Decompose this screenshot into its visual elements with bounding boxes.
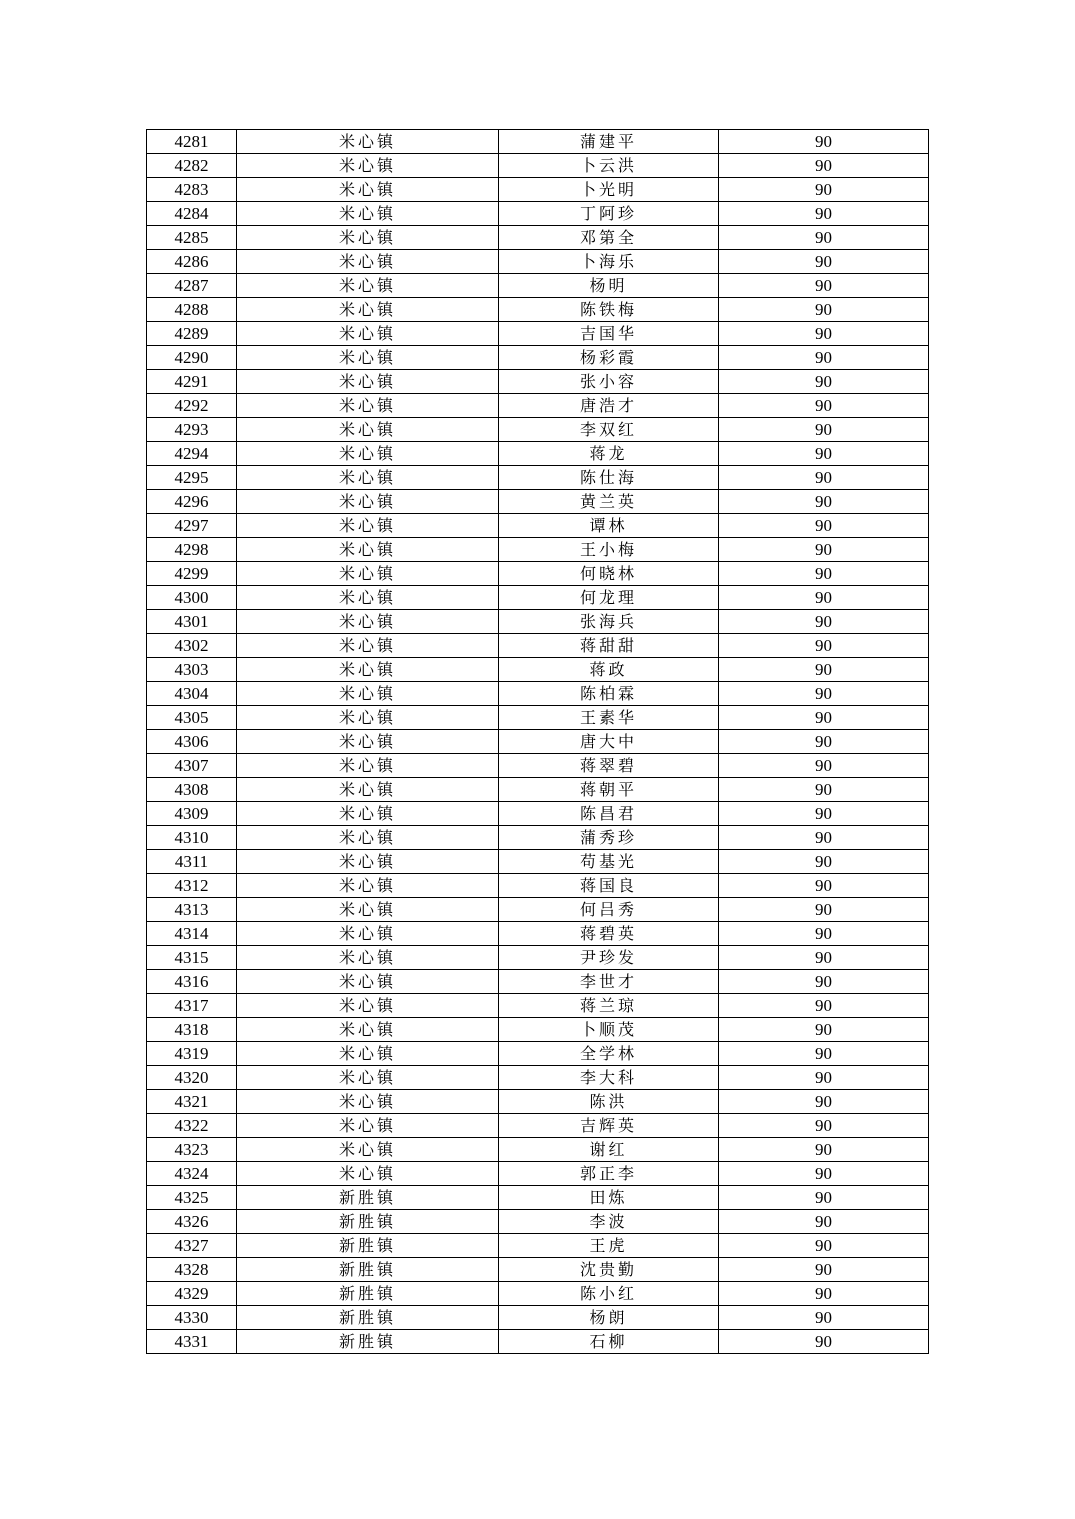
table-row xyxy=(147,490,929,514)
person-name-cell: 蒋碧英 xyxy=(499,922,719,946)
table-row xyxy=(147,1330,929,1354)
score-cell: 90 xyxy=(719,610,929,634)
person-name-cell: 卜云洪 xyxy=(499,154,719,178)
row-index-cell: 4312 xyxy=(147,874,237,898)
table-row xyxy=(147,706,929,730)
score-cell: 90 xyxy=(719,1018,929,1042)
row-index-cell: 4283 xyxy=(147,178,237,202)
row-index-cell: 4286 xyxy=(147,250,237,274)
row-index-cell: 4291 xyxy=(147,370,237,394)
table-row xyxy=(147,634,929,658)
table-row xyxy=(147,322,929,346)
table-row xyxy=(147,1258,929,1282)
row-index-cell: 4287 xyxy=(147,274,237,298)
row-index-cell: 4331 xyxy=(147,1330,237,1354)
row-index-cell: 4288 xyxy=(147,298,237,322)
score-cell: 90 xyxy=(719,538,929,562)
person-name-cell: 陈小红 xyxy=(499,1282,719,1306)
town-cell: 米心镇 xyxy=(237,370,499,394)
score-cell: 90 xyxy=(719,778,929,802)
row-index-cell: 4314 xyxy=(147,922,237,946)
person-name-cell: 李双红 xyxy=(499,418,719,442)
table-row xyxy=(147,514,929,538)
person-name-cell: 陈铁梅 xyxy=(499,298,719,322)
table-row xyxy=(147,754,929,778)
town-cell: 米心镇 xyxy=(237,898,499,922)
town-cell: 米心镇 xyxy=(237,634,499,658)
table-row xyxy=(147,1042,929,1066)
score-cell: 90 xyxy=(719,970,929,994)
town-cell: 米心镇 xyxy=(237,922,499,946)
person-name-cell: 杨朗 xyxy=(499,1306,719,1330)
person-name-cell: 蒋政 xyxy=(499,658,719,682)
town-cell: 米心镇 xyxy=(237,514,499,538)
town-cell: 新胜镇 xyxy=(237,1186,499,1210)
row-index-cell: 4323 xyxy=(147,1138,237,1162)
town-cell: 米心镇 xyxy=(237,154,499,178)
table-row xyxy=(147,970,929,994)
score-cell: 90 xyxy=(719,394,929,418)
person-name-cell: 黄兰英 xyxy=(499,490,719,514)
score-cell: 90 xyxy=(719,130,929,154)
table-row xyxy=(147,202,929,226)
table-row xyxy=(147,250,929,274)
person-name-cell: 张海兵 xyxy=(499,610,719,634)
score-cell: 90 xyxy=(719,1042,929,1066)
table-row xyxy=(147,898,929,922)
town-cell: 米心镇 xyxy=(237,970,499,994)
score-cell: 90 xyxy=(719,634,929,658)
score-cell: 90 xyxy=(719,1114,929,1138)
table-row xyxy=(147,1138,929,1162)
town-cell: 米心镇 xyxy=(237,730,499,754)
table-row xyxy=(147,1282,929,1306)
town-cell: 米心镇 xyxy=(237,538,499,562)
score-cell: 90 xyxy=(719,1186,929,1210)
score-cell: 90 xyxy=(719,322,929,346)
table-row xyxy=(147,802,929,826)
person-name-cell: 全学林 xyxy=(499,1042,719,1066)
person-name-cell: 何晓林 xyxy=(499,562,719,586)
score-cell: 90 xyxy=(719,1282,929,1306)
row-index-cell: 4303 xyxy=(147,658,237,682)
row-index-cell: 4318 xyxy=(147,1018,237,1042)
score-cell: 90 xyxy=(719,346,929,370)
person-name-cell: 沈贵勤 xyxy=(499,1258,719,1282)
town-cell: 米心镇 xyxy=(237,586,499,610)
table-row xyxy=(147,562,929,586)
row-index-cell: 4329 xyxy=(147,1282,237,1306)
person-name-cell: 蒋国良 xyxy=(499,874,719,898)
table-row xyxy=(147,1234,929,1258)
score-cell: 90 xyxy=(719,682,929,706)
town-cell: 米心镇 xyxy=(237,346,499,370)
data-table xyxy=(146,129,929,1354)
person-name-cell: 李大科 xyxy=(499,1066,719,1090)
town-cell: 米心镇 xyxy=(237,1018,499,1042)
score-cell: 90 xyxy=(719,874,929,898)
person-name-cell: 杨彩霞 xyxy=(499,346,719,370)
table-row xyxy=(147,994,929,1018)
table-row xyxy=(147,226,929,250)
score-cell: 90 xyxy=(719,250,929,274)
person-name-cell: 陈洪 xyxy=(499,1090,719,1114)
town-cell: 米心镇 xyxy=(237,226,499,250)
person-name-cell: 田炼 xyxy=(499,1186,719,1210)
score-cell: 90 xyxy=(719,586,929,610)
score-cell: 90 xyxy=(719,442,929,466)
town-cell: 米心镇 xyxy=(237,802,499,826)
score-cell: 90 xyxy=(719,466,929,490)
table-row xyxy=(147,586,929,610)
table-row xyxy=(147,1018,929,1042)
row-index-cell: 4297 xyxy=(147,514,237,538)
person-name-cell: 陈昌君 xyxy=(499,802,719,826)
table-row xyxy=(147,946,929,970)
table-row xyxy=(147,298,929,322)
town-cell: 米心镇 xyxy=(237,490,499,514)
score-cell: 90 xyxy=(719,994,929,1018)
score-cell: 90 xyxy=(719,946,929,970)
town-cell: 米心镇 xyxy=(237,778,499,802)
person-name-cell: 蒋甜甜 xyxy=(499,634,719,658)
score-cell: 90 xyxy=(719,418,929,442)
row-index-cell: 4290 xyxy=(147,346,237,370)
score-cell: 90 xyxy=(719,1306,929,1330)
person-name-cell: 苟基光 xyxy=(499,850,719,874)
person-name-cell: 卜顺茂 xyxy=(499,1018,719,1042)
person-name-cell: 蒋兰琼 xyxy=(499,994,719,1018)
score-cell: 90 xyxy=(719,1330,929,1354)
table-row xyxy=(147,346,929,370)
table-row xyxy=(147,178,929,202)
person-name-cell: 丁阿珍 xyxy=(499,202,719,226)
town-cell: 米心镇 xyxy=(237,658,499,682)
person-name-cell: 蒋朝平 xyxy=(499,778,719,802)
row-index-cell: 4301 xyxy=(147,610,237,634)
score-cell: 90 xyxy=(719,178,929,202)
town-cell: 新胜镇 xyxy=(237,1258,499,1282)
table-row xyxy=(147,874,929,898)
person-name-cell: 邓第全 xyxy=(499,226,719,250)
row-index-cell: 4321 xyxy=(147,1090,237,1114)
table-row xyxy=(147,130,929,154)
person-name-cell: 何龙理 xyxy=(499,586,719,610)
row-index-cell: 4300 xyxy=(147,586,237,610)
town-cell: 新胜镇 xyxy=(237,1210,499,1234)
town-cell: 新胜镇 xyxy=(237,1282,499,1306)
person-name-cell: 谭林 xyxy=(499,514,719,538)
row-index-cell: 4304 xyxy=(147,682,237,706)
person-name-cell: 吉辉英 xyxy=(499,1114,719,1138)
person-name-cell: 卜海乐 xyxy=(499,250,719,274)
table-row xyxy=(147,1114,929,1138)
person-name-cell: 蒲秀珍 xyxy=(499,826,719,850)
score-cell: 90 xyxy=(719,370,929,394)
person-name-cell: 唐大中 xyxy=(499,730,719,754)
row-index-cell: 4282 xyxy=(147,154,237,178)
score-cell: 90 xyxy=(719,922,929,946)
score-cell: 90 xyxy=(719,706,929,730)
person-name-cell: 郭正李 xyxy=(499,1162,719,1186)
row-index-cell: 4289 xyxy=(147,322,237,346)
table-row xyxy=(147,274,929,298)
score-cell: 90 xyxy=(719,226,929,250)
town-cell: 米心镇 xyxy=(237,250,499,274)
table-row xyxy=(147,610,929,634)
row-index-cell: 4305 xyxy=(147,706,237,730)
data-table-container xyxy=(146,129,928,1354)
row-index-cell: 4295 xyxy=(147,466,237,490)
score-cell: 90 xyxy=(719,1258,929,1282)
town-cell: 米心镇 xyxy=(237,682,499,706)
row-index-cell: 4324 xyxy=(147,1162,237,1186)
row-index-cell: 4322 xyxy=(147,1114,237,1138)
person-name-cell: 李波 xyxy=(499,1210,719,1234)
row-index-cell: 4313 xyxy=(147,898,237,922)
table-row xyxy=(147,154,929,178)
person-name-cell: 卜光明 xyxy=(499,178,719,202)
row-index-cell: 4299 xyxy=(147,562,237,586)
score-cell: 90 xyxy=(719,274,929,298)
town-cell: 米心镇 xyxy=(237,322,499,346)
score-cell: 90 xyxy=(719,850,929,874)
row-index-cell: 4293 xyxy=(147,418,237,442)
row-index-cell: 4306 xyxy=(147,730,237,754)
row-index-cell: 4307 xyxy=(147,754,237,778)
score-cell: 90 xyxy=(719,826,929,850)
table-row xyxy=(147,418,929,442)
row-index-cell: 4326 xyxy=(147,1210,237,1234)
person-name-cell: 何吕秀 xyxy=(499,898,719,922)
town-cell: 米心镇 xyxy=(237,298,499,322)
table-row xyxy=(147,922,929,946)
table-row xyxy=(147,1162,929,1186)
town-cell: 米心镇 xyxy=(237,706,499,730)
row-index-cell: 4294 xyxy=(147,442,237,466)
row-index-cell: 4320 xyxy=(147,1066,237,1090)
row-index-cell: 4285 xyxy=(147,226,237,250)
town-cell: 米心镇 xyxy=(237,610,499,634)
person-name-cell: 王虎 xyxy=(499,1234,719,1258)
row-index-cell: 4284 xyxy=(147,202,237,226)
row-index-cell: 4308 xyxy=(147,778,237,802)
table-row xyxy=(147,658,929,682)
table-row xyxy=(147,370,929,394)
town-cell: 米心镇 xyxy=(237,1090,499,1114)
row-index-cell: 4292 xyxy=(147,394,237,418)
table-row xyxy=(147,682,929,706)
table-row xyxy=(147,1210,929,1234)
row-index-cell: 4330 xyxy=(147,1306,237,1330)
town-cell: 米心镇 xyxy=(237,130,499,154)
person-name-cell: 蒲建平 xyxy=(499,130,719,154)
score-cell: 90 xyxy=(719,514,929,538)
town-cell: 米心镇 xyxy=(237,850,499,874)
score-cell: 90 xyxy=(719,1162,929,1186)
row-index-cell: 4302 xyxy=(147,634,237,658)
row-index-cell: 4317 xyxy=(147,994,237,1018)
town-cell: 新胜镇 xyxy=(237,1234,499,1258)
table-row xyxy=(147,730,929,754)
town-cell: 米心镇 xyxy=(237,562,499,586)
person-name-cell: 尹珍发 xyxy=(499,946,719,970)
person-name-cell: 李世才 xyxy=(499,970,719,994)
score-cell: 90 xyxy=(719,1234,929,1258)
table-row xyxy=(147,778,929,802)
row-index-cell: 4319 xyxy=(147,1042,237,1066)
table-row xyxy=(147,826,929,850)
row-index-cell: 4309 xyxy=(147,802,237,826)
person-name-cell: 陈仕海 xyxy=(499,466,719,490)
row-index-cell: 4316 xyxy=(147,970,237,994)
score-cell: 90 xyxy=(719,1090,929,1114)
town-cell: 米心镇 xyxy=(237,754,499,778)
row-index-cell: 4325 xyxy=(147,1186,237,1210)
person-name-cell: 蒋龙 xyxy=(499,442,719,466)
town-cell: 米心镇 xyxy=(237,466,499,490)
table-row xyxy=(147,394,929,418)
person-name-cell: 吉国华 xyxy=(499,322,719,346)
score-cell: 90 xyxy=(719,490,929,514)
table-row xyxy=(147,1306,929,1330)
person-name-cell: 石柳 xyxy=(499,1330,719,1354)
row-index-cell: 4311 xyxy=(147,850,237,874)
table-row xyxy=(147,1186,929,1210)
town-cell: 米心镇 xyxy=(237,1114,499,1138)
person-name-cell: 张小容 xyxy=(499,370,719,394)
table-row xyxy=(147,1090,929,1114)
score-cell: 90 xyxy=(719,658,929,682)
town-cell: 米心镇 xyxy=(237,1066,499,1090)
score-cell: 90 xyxy=(719,754,929,778)
town-cell: 米心镇 xyxy=(237,394,499,418)
table-row xyxy=(147,1066,929,1090)
town-cell: 米心镇 xyxy=(237,874,499,898)
score-cell: 90 xyxy=(719,1138,929,1162)
town-cell: 新胜镇 xyxy=(237,1330,499,1354)
table-row xyxy=(147,442,929,466)
row-index-cell: 4298 xyxy=(147,538,237,562)
town-cell: 米心镇 xyxy=(237,826,499,850)
score-cell: 90 xyxy=(719,1066,929,1090)
town-cell: 米心镇 xyxy=(237,1138,499,1162)
row-index-cell: 4328 xyxy=(147,1258,237,1282)
score-cell: 90 xyxy=(719,1210,929,1234)
town-cell: 米心镇 xyxy=(237,178,499,202)
row-index-cell: 4327 xyxy=(147,1234,237,1258)
town-cell: 米心镇 xyxy=(237,1162,499,1186)
table-row xyxy=(147,538,929,562)
row-index-cell: 4310 xyxy=(147,826,237,850)
person-name-cell: 王素华 xyxy=(499,706,719,730)
town-cell: 米心镇 xyxy=(237,418,499,442)
person-name-cell: 杨明 xyxy=(499,274,719,298)
town-cell: 米心镇 xyxy=(237,202,499,226)
score-cell: 90 xyxy=(719,730,929,754)
person-name-cell: 王小梅 xyxy=(499,538,719,562)
score-cell: 90 xyxy=(719,202,929,226)
row-index-cell: 4296 xyxy=(147,490,237,514)
row-index-cell: 4315 xyxy=(147,946,237,970)
person-name-cell: 蒋翠碧 xyxy=(499,754,719,778)
town-cell: 米心镇 xyxy=(237,994,499,1018)
score-cell: 90 xyxy=(719,154,929,178)
town-cell: 米心镇 xyxy=(237,442,499,466)
table-row xyxy=(147,466,929,490)
score-cell: 90 xyxy=(719,562,929,586)
score-cell: 90 xyxy=(719,298,929,322)
table-body xyxy=(147,130,929,1354)
row-index-cell: 4281 xyxy=(147,130,237,154)
person-name-cell: 谢红 xyxy=(499,1138,719,1162)
town-cell: 新胜镇 xyxy=(237,1306,499,1330)
town-cell: 米心镇 xyxy=(237,1042,499,1066)
score-cell: 90 xyxy=(719,802,929,826)
town-cell: 米心镇 xyxy=(237,274,499,298)
town-cell: 米心镇 xyxy=(237,946,499,970)
table-row xyxy=(147,850,929,874)
person-name-cell: 唐浩才 xyxy=(499,394,719,418)
score-cell: 90 xyxy=(719,898,929,922)
person-name-cell: 陈柏霖 xyxy=(499,682,719,706)
